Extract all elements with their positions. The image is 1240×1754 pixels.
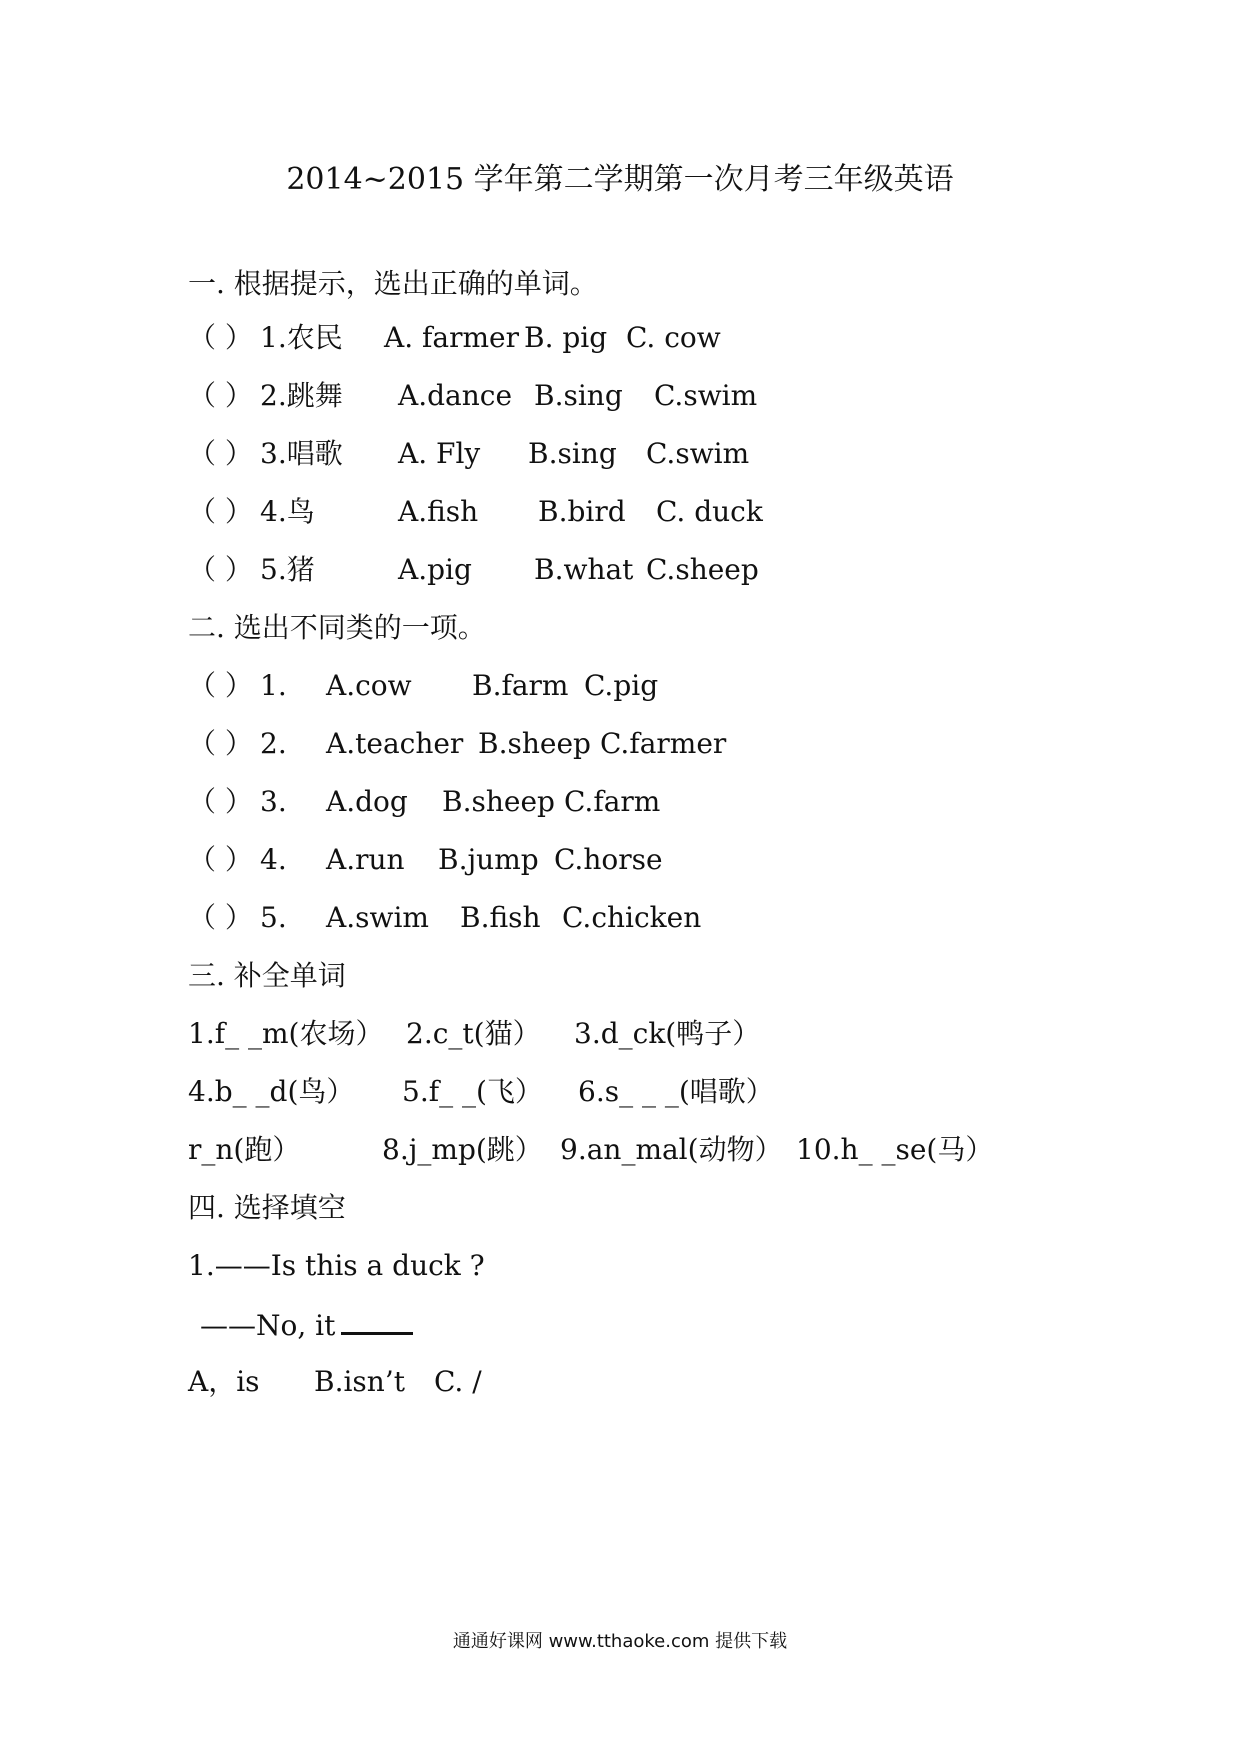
answer-paren: （ ） — [188, 495, 253, 528]
word-blank: 6.s_ _ _(唱歌） — [578, 1075, 774, 1108]
option-a: A.swim — [326, 901, 429, 934]
option-c: C.swim — [654, 379, 758, 412]
section3-heading: 三. 补全单词 — [188, 959, 346, 992]
option-b: B.sing — [534, 379, 623, 412]
word-blank: 8.j_mp(跳） — [382, 1133, 543, 1166]
question-number: 2. — [260, 727, 287, 760]
option-b: B.sing — [528, 437, 617, 470]
option-b: B.farm — [472, 669, 569, 702]
option-a: A. farmer — [384, 321, 519, 354]
option-b: B. pig — [524, 321, 608, 354]
answer-paren: （ ） — [188, 843, 253, 876]
option-b: B.sheep — [442, 785, 555, 818]
option-a: A.dog — [326, 785, 408, 818]
option-a: A.cow — [326, 669, 412, 702]
question-number: 3. — [260, 785, 287, 818]
option-c: C.horse — [554, 843, 663, 876]
word-blank: 5.f_ _(飞） — [402, 1075, 543, 1108]
answer-paren: （ ） — [188, 669, 253, 702]
answer-paren: （ ） — [188, 785, 253, 818]
word-blank: 1.f_ _m(农场） — [188, 1017, 384, 1050]
question-prompt: 3.唱歌 — [260, 437, 343, 470]
option-c: C. cow — [626, 321, 721, 354]
option-c: C. / — [434, 1365, 482, 1398]
answer-blank-line — [341, 1304, 413, 1335]
option-c: C.farmer — [600, 727, 727, 760]
option-c: C. duck — [656, 495, 763, 528]
answer-paren: （ ） — [188, 553, 253, 586]
option-c: C.pig — [584, 669, 659, 702]
question-prompt: 5.猪 — [260, 553, 315, 586]
page-footer: 通通好课网 www.tthaoke.com 提供下载 — [452, 1631, 788, 1652]
option-a: A.teacher — [326, 727, 464, 760]
question-prompt: 1.农民 — [260, 321, 343, 354]
option-c: C.chicken — [562, 901, 702, 934]
answer-paren: （ ） — [188, 379, 253, 412]
option-b: B.sheep — [478, 727, 591, 760]
word-blank: 9.an_mal(动物） — [560, 1133, 783, 1166]
answer-paren: （ ） — [188, 901, 253, 934]
option-b: B.fish — [460, 901, 541, 934]
word-blank: 4.b_ _d(鸟） — [188, 1075, 355, 1108]
section2-heading: 二. 选出不同类的一项。 — [188, 611, 486, 644]
answer-paren: （ ） — [188, 727, 253, 760]
option-c: C.sheep — [646, 553, 759, 586]
section1-heading: 一. 根据提示，选出正确的单词。 — [188, 267, 598, 300]
question-prompt: 2.跳舞 — [260, 379, 343, 412]
option-b: B.jump — [438, 843, 539, 876]
option-b: B.what — [534, 553, 634, 586]
page-title: 2014~2015 学年第二学期第一次月考三年级英语 — [286, 162, 954, 197]
option-c: C.farm — [564, 785, 661, 818]
option-c: C.swim — [646, 437, 750, 470]
option-a: A.run — [326, 843, 405, 876]
question-number: 4. — [260, 843, 287, 876]
option-a: A，is — [188, 1365, 260, 1398]
section4-heading: 四. 选择填空 — [188, 1191, 346, 1224]
s4-question: 1.——Is this a duck ? — [188, 1249, 485, 1282]
option-a: A. Fly — [398, 437, 481, 470]
word-blank: 3.d_ck(鸭子） — [574, 1017, 761, 1050]
answer-paren: （ ） — [188, 437, 253, 470]
s4-answer-line — [200, 1304, 413, 1344]
option-b: B.isn’t — [314, 1365, 405, 1398]
question-number: 1. — [260, 669, 287, 702]
word-blank: r_n(跑） — [188, 1133, 301, 1166]
s4-answer-text: ——No, it — [200, 1309, 336, 1342]
word-blank: 10.h_ _se(马） — [796, 1133, 994, 1166]
option-a: A.dance — [398, 379, 513, 412]
word-blank: 2.c_t(猫） — [406, 1017, 541, 1050]
question-prompt: 4.鸟 — [260, 495, 315, 528]
option-b: B.bird — [538, 495, 626, 528]
option-a: A.fish — [398, 495, 479, 528]
question-number: 5. — [260, 901, 287, 934]
option-a: A.pig — [398, 553, 472, 586]
answer-paren: （ ） — [188, 321, 253, 354]
